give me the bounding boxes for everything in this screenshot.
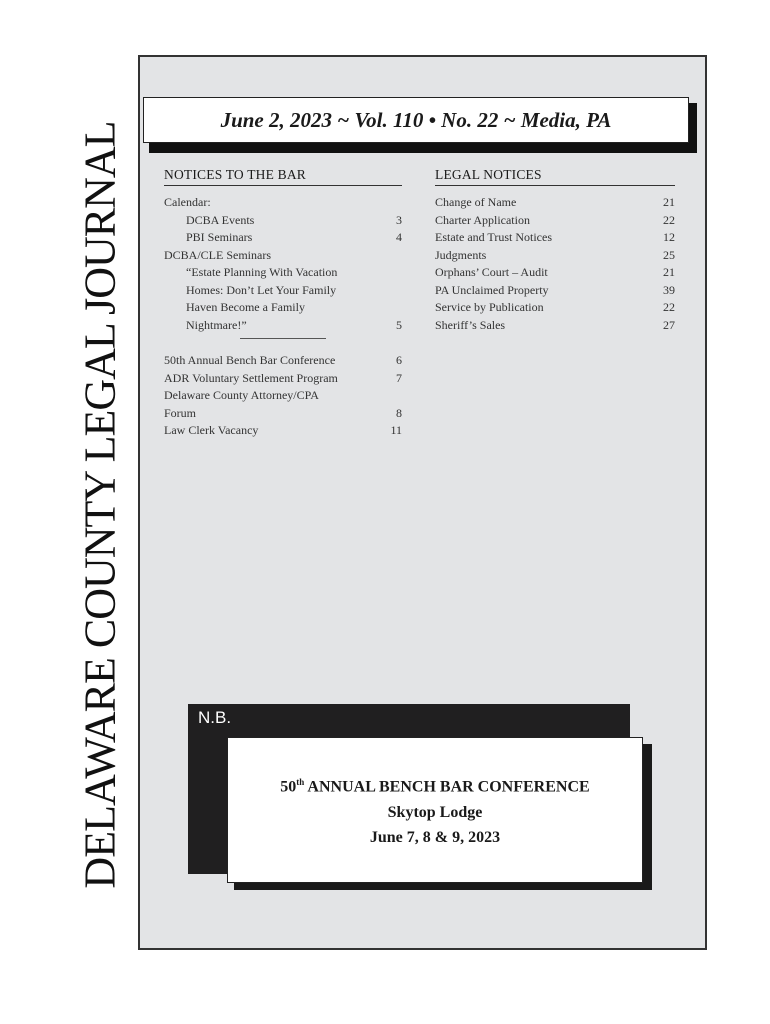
toc-entry-label: Sheriff’s Sales [435, 317, 506, 332]
toc-entry [164, 405, 402, 423]
toc-entry [435, 247, 675, 265]
conference-venue: Skytop Lodge [387, 803, 483, 821]
toc-entry-label: Haven Become a Family [186, 300, 305, 314]
toc-entry-page [380, 282, 402, 300]
journal-title: DELAWARE COUNTY LEGAL JOURNAL [75, 121, 125, 889]
toc-entry-label: Nightmare!” [186, 317, 247, 332]
toc-entry [164, 370, 402, 388]
toc-entry-page: 7 [396, 370, 402, 385]
toc-entry-page: 3 [396, 212, 402, 227]
issue-banner [143, 97, 689, 143]
nb-label: N.B. [198, 708, 232, 727]
conference-announcement [227, 737, 643, 883]
toc-entry-page: 4 [396, 230, 402, 244]
toc-entry [435, 229, 675, 247]
toc-entry-page: 22 [663, 300, 675, 314]
toc-entry-page: 8 [396, 405, 402, 420]
toc-entry-page: 22 [663, 212, 675, 227]
toc-entry-label: Change of Name [435, 195, 517, 209]
toc-entry-page: 11 [390, 423, 402, 437]
toc-entry-label: Homes: Don’t Let Your Family [186, 282, 337, 297]
toc-entry-label: Delaware County Attorney/CPA [164, 388, 319, 402]
toc-entry-label: DCBA Events [186, 212, 255, 227]
toc-entry [164, 422, 402, 440]
toc-entry [435, 212, 675, 230]
toc-entry-label: Estate and Trust Notices [435, 230, 552, 244]
toc-entry-label: Calendar: [164, 195, 211, 209]
toc-entry-label: Service by Publication [435, 300, 544, 314]
toc-entry [164, 212, 402, 230]
toc-entry [164, 317, 402, 335]
notices-to-bar-list-2 [164, 352, 402, 440]
toc-entry-page: 6 [396, 353, 402, 367]
toc-entry [164, 229, 402, 247]
toc-entry [435, 282, 675, 300]
toc-entry [164, 264, 402, 282]
toc-entry [435, 194, 675, 212]
legal-notices-heading: LEGAL NOTICES [435, 167, 675, 186]
toc-entry-label: 50th Annual Bench Bar Conference [164, 353, 336, 367]
toc-entry [435, 317, 675, 335]
toc-entry-label: Law Clerk Vacancy [164, 423, 259, 437]
toc-entry-label: Judgments [435, 247, 487, 262]
conference-dates: June 7, 8 & 9, 2023 [369, 828, 501, 846]
toc-entry-label: Charter Application [435, 212, 530, 227]
toc-entry-label: Forum [164, 405, 197, 420]
toc-entry [435, 299, 675, 317]
toc-entry-label: ADR Voluntary Settlement Program [164, 370, 338, 385]
toc-entry [164, 387, 402, 405]
toc-entry [164, 282, 402, 300]
toc-entry-label: PBI Seminars [186, 230, 253, 244]
toc-entry-page [380, 299, 402, 317]
journal-title-vertical [70, 110, 130, 900]
toc-entry [435, 264, 675, 282]
toc-entry [164, 247, 402, 265]
toc-entry-page [380, 247, 402, 265]
toc-entry-label: Orphans’ Court – Audit [435, 265, 548, 279]
toc-entry-label: PA Unclaimed Property [435, 282, 549, 297]
issue-line: June 2, 2023 ~ Vol. 110 • No. 22 ~ Media, PA [220, 107, 612, 132]
legal-notices-column [435, 167, 675, 334]
toc-entry-page [380, 194, 402, 212]
notices-to-bar-list [164, 194, 402, 334]
notices-to-bar-heading: NOTICES TO THE BAR [164, 167, 402, 186]
toc-entry-page: 39 [663, 282, 675, 297]
divider [240, 338, 326, 339]
toc-entry [164, 352, 402, 370]
toc-entry-page: 21 [663, 195, 675, 209]
toc-entry-page: 21 [663, 265, 675, 279]
toc-entry-page: 25 [663, 247, 675, 262]
toc-entry [164, 299, 402, 317]
toc-entry-label: DCBA/CLE Seminars [164, 247, 271, 262]
toc-entry-page: 5 [396, 317, 402, 332]
notices-to-bar-column [164, 167, 402, 440]
toc-entry-page: 27 [663, 317, 675, 332]
toc-entry [164, 194, 402, 212]
toc-entry-label: “Estate Planning With Vacation [186, 265, 338, 279]
conference-title: 50th ANNUAL BENCH BAR CONFERENCE [280, 777, 590, 796]
toc-entry-page: 12 [663, 230, 675, 244]
legal-notices-list [435, 194, 675, 334]
toc-entry-page [380, 264, 402, 282]
toc-entry-page [380, 387, 402, 405]
